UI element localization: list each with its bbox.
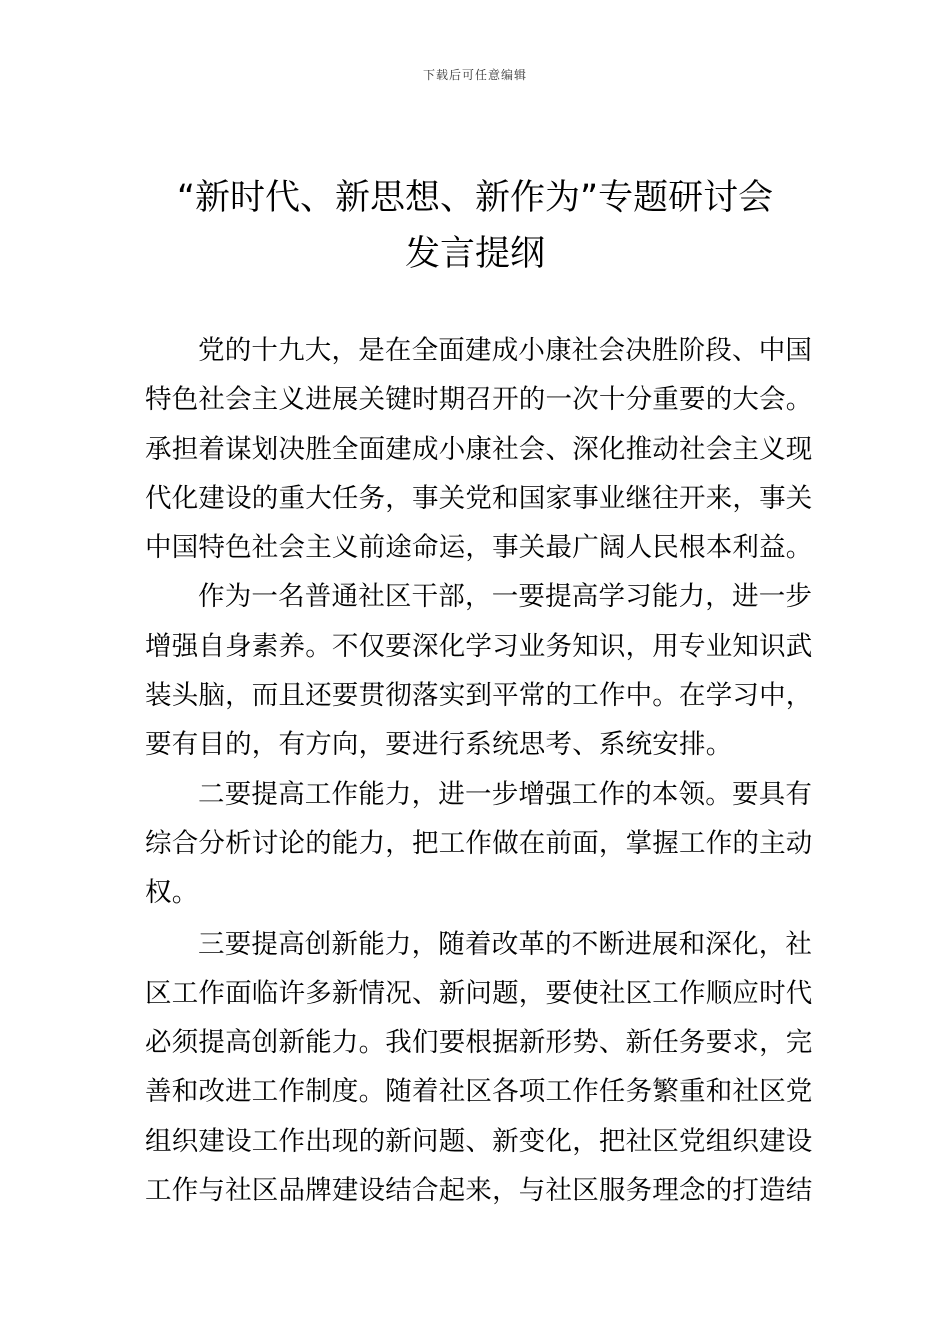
text-line: 装头脑，而且还要贯彻落实到平常的工作中。在学习中，: [145, 680, 813, 712]
paragraph-3: [145, 770, 813, 918]
header-note: 下载后可任意编辑: [422, 68, 527, 82]
text-line: 三要提高创新能力，随着改革的不断进展和深化，社: [198, 928, 813, 960]
text-line: 代化建设的重大任务，事关党和国家事业继往开来，事关: [145, 482, 813, 514]
text-line: 党的十九大，是在全面建成小康社会决胜阶段、中国: [198, 335, 813, 366]
text-line: 承担着谋划决胜全面建成小康社会、深化推动社会主义现: [145, 433, 813, 465]
text-line: 必须提高创新能力。我们要根据新形势、新任务要求，完: [145, 1027, 813, 1059]
title-line-1: “新时代、新思想、新作为”专题研讨会: [176, 178, 774, 218]
text-line: 权。: [145, 877, 199, 909]
title-line-2: 发言提纲: [404, 234, 545, 274]
paragraph-4: [145, 920, 813, 1216]
text-line: 要有目的，有方向，要进行系统思考、系统安排。: [145, 729, 733, 761]
text-line: 作为一名普通社区干部，一要提高学习能力，进一步: [198, 581, 813, 613]
text-line: 特色社会主义进展关键时期召开的一次十分重要的大会。: [145, 384, 813, 416]
text-line: 增强自身素养。不仅要深化学习业务知识，用专业知识武: [145, 630, 813, 662]
text-line: 工作与社区品牌建设结合起来，与社区服务理念的打造结: [145, 1175, 813, 1207]
text-line: 二要提高工作能力，进一步增强工作的本领。要具有: [198, 778, 813, 810]
document-body: [145, 326, 813, 1215]
document-title: [60, 170, 890, 282]
text-line: 中国特色社会主义前途命运，事关最广阔人民根本利益。: [145, 532, 813, 564]
text-line: 善和改进工作制度。随着社区各项工作任务繁重和社区党: [145, 1076, 813, 1108]
paragraph-2: [145, 572, 813, 769]
text-line: 组织建设工作出现的新问题、新变化，把社区党组织建设: [145, 1125, 813, 1157]
text-line: 区工作面临许多新情况、新问题，要使社区工作顺应时代: [145, 977, 813, 1009]
text-line: 综合分析讨论的能力，把工作做在前面，掌握工作的主动: [145, 827, 813, 859]
paragraph-1: [145, 326, 813, 572]
